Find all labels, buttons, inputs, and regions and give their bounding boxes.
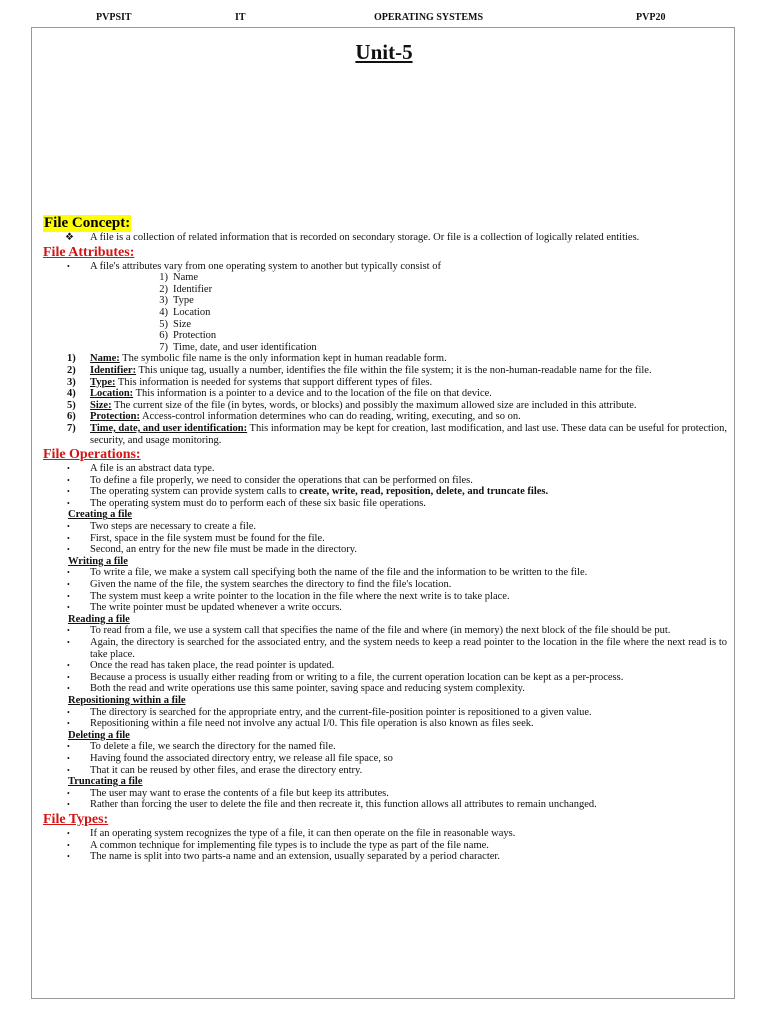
list-item — [43, 591, 727, 603]
file-operations-heading: File Operations: — [43, 447, 141, 463]
list-item — [43, 625, 727, 637]
attribute-name: Identifier — [173, 283, 213, 295]
bullet-icon: • — [67, 545, 70, 555]
list-item-text: Repositioning within a file need not involve any actual I/0. This file operation is also known as files seek. — [90, 718, 534, 730]
list-item-text: The directory is searched for the appropriate entry, and the current-file-position pointer is repositioned to a given value. — [90, 706, 592, 718]
attribute-term: Name: — [90, 353, 120, 365]
syscall-prefix: The operating system can provide system calls to — [90, 486, 300, 498]
attribute-number: 6) — [159, 330, 168, 342]
list-item — [43, 707, 727, 719]
attributes-intro — [43, 261, 727, 273]
bullet-icon: • — [67, 591, 70, 601]
attribute-term: Size: — [90, 399, 112, 411]
list-item-text: A common technique for implementing file types is to include the type as part of the file name. — [90, 839, 489, 851]
bullet-icon: • — [67, 603, 70, 613]
list-item — [43, 672, 727, 684]
attribute-number: 5) — [159, 318, 168, 330]
list-item-text: Having found the associated directory entry, we release all file space, so — [90, 752, 393, 764]
list-item — [43, 718, 727, 730]
bullet-icon: • — [67, 707, 70, 717]
attribute-description: This information may be kept for creation, last modification, and last use. These data can be useful for protection, security, and usage monitoring. — [90, 422, 727, 446]
bullet-icon: • — [67, 765, 70, 775]
list-item — [43, 637, 727, 660]
subsection-title: Reading a file — [68, 613, 130, 625]
attribute-detail-number: 2) — [67, 364, 76, 376]
attribute-detail — [43, 400, 727, 412]
attribute-list-item — [43, 319, 727, 331]
list-item-text: The user may want to erase the contents of a file but keep its attributes. — [90, 787, 389, 799]
file-concept-text: A file is a collection of related information that is recorded on secondary storage. Or file is a collection of logically related entities. — [90, 232, 640, 243]
file-attributes-heading: File Attributes: — [43, 244, 135, 260]
attribute-term: Type: — [90, 376, 116, 388]
header-subject: OPERATING SYSTEMS — [374, 12, 484, 23]
attribute-description: The symbolic file name is the only information kept in human readable form. — [119, 353, 447, 365]
attribute-description: This information is a pointer to a device and to the location of the file on that device. — [133, 388, 492, 400]
list-item-text: That it can be reused by other files, and erase the directory entry. — [90, 764, 363, 776]
attribute-list-item — [43, 272, 727, 284]
bullet-icon: • — [67, 788, 70, 798]
bullet-icon: • — [67, 580, 70, 590]
list-item-text: Once the read has taken place, the read pointer is updated. — [90, 660, 335, 672]
list-item — [43, 533, 727, 545]
list-item — [43, 741, 727, 753]
attribute-description: Access-control information determines who can do reading, writing, executing, and so on. — [139, 411, 521, 423]
list-item-text: Given the name of the file, the system searches the directory to find the file's location. — [90, 579, 452, 591]
attribute-name: Location — [173, 306, 211, 318]
file-types-list — [43, 828, 727, 863]
list-item-text: Two steps are necessary to create a file. — [90, 521, 257, 533]
attribute-detail — [43, 353, 727, 365]
attribute-detail — [43, 365, 727, 377]
file-concept-heading-text: File Concept: — [44, 215, 131, 231]
list-item-text: The name is split into two parts-a name and an extension, usually separated by a period character. — [90, 851, 500, 863]
bullet-icon: • — [67, 487, 70, 497]
bullet-icon: • — [67, 800, 70, 810]
subsection-title: Truncating a file — [68, 776, 143, 788]
attribute-term: Location: — [90, 388, 134, 400]
bullet-icon: • — [67, 852, 70, 862]
list-item-text: To write a file, we make a system call specifying both the name of the file and the information to be written to the file. — [90, 567, 588, 579]
bullet-icon: • — [67, 638, 70, 647]
attribute-list-item — [43, 342, 727, 354]
list-item-text: Because a process is usually either reading from or writing to a file, the current operation location can be kept as a per-process. — [90, 671, 624, 683]
operation-subsections — [43, 509, 727, 810]
attribute-name: Protection — [173, 330, 217, 342]
attribute-term: Time, date, and user identification: — [90, 422, 248, 434]
attribute-detail — [43, 388, 727, 400]
attribute-number: 3) — [159, 295, 168, 307]
attribute-list-item — [43, 330, 727, 342]
list-item — [43, 851, 727, 863]
attribute-description: The current size of the file (in bytes, words, or blocks) and possibly the maximum allowed size are included in this attribute. — [111, 399, 637, 411]
attributes-intro-text: A file's attributes vary from one operating system to another but typically consist of — [90, 260, 441, 272]
attribute-number: 7) — [159, 341, 168, 353]
list-item — [43, 579, 727, 591]
diamond-bullet-icon: ❖ — [65, 232, 74, 243]
list-item-text: To define a file properly, we need to consider the operations that can be performed on files. — [90, 474, 473, 486]
bullet-icon: • — [67, 840, 70, 850]
bullet-icon: • — [67, 522, 70, 532]
list-item — [43, 463, 727, 475]
attribute-name: Time, date, and user identification — [173, 341, 317, 353]
attribute-number: 2) — [159, 283, 168, 295]
list-item — [43, 840, 727, 852]
bullet-icon: • — [67, 742, 70, 752]
header-code: PVP20 — [636, 12, 666, 23]
list-item — [43, 498, 727, 510]
list-item-text: Rather than forcing the user to delete the file and then recreate it, this function allows all attributes to remain unchanged. — [90, 799, 597, 811]
file-concept-paragraph — [43, 232, 727, 244]
bullet-icon: • — [67, 261, 70, 271]
attribute-detail — [43, 377, 727, 389]
header-college: PVPSIT — [96, 12, 132, 23]
unit-title: Unit-5 — [355, 40, 413, 64]
bullet-icon: • — [67, 464, 70, 474]
list-item — [43, 660, 727, 672]
list-item — [43, 486, 727, 498]
list-item — [43, 765, 727, 777]
list-item-text: A file is an abstract data type. — [90, 463, 215, 475]
list-item-text: To delete a file, we search the directory for the named file. — [90, 741, 336, 753]
attribute-list-item — [43, 307, 727, 319]
list-item — [43, 567, 727, 579]
list-item-text: Again, the directory is searched for the associated entry, and the system needs to keep a read pointer to the location in the file where the next read is to take place. — [90, 637, 727, 660]
attribute-list-item — [43, 295, 727, 307]
document-body — [43, 214, 727, 863]
syscall-ops: create, write, read, reposition, delete, and truncate files. — [299, 486, 549, 498]
bullet-icon: • — [67, 568, 70, 578]
header-dept: IT — [235, 12, 246, 23]
list-item-text: To read from a file, we use a system call that specifies the name of the file and where (in memory) the next block of the file should be put. — [90, 625, 671, 637]
bullet-icon: • — [67, 661, 70, 671]
list-item — [43, 602, 727, 614]
list-item-text: The operating system must do to perform each of these six basic file operations. — [90, 497, 426, 509]
attribute-name: Type — [173, 295, 194, 307]
list-item-text: First, space in the file system must be found for the file. — [90, 532, 325, 544]
attribute-description: This unique tag, usually a number, identifies the file within the file system; it is the non-human-readable name for the file. — [136, 364, 652, 376]
subsection-title: Writing a file — [68, 555, 128, 567]
attribute-number: 4) — [159, 306, 168, 318]
list-item-text: If an operating system recognizes the type of a file, it can then operate on the file in reasonable ways. — [90, 827, 516, 839]
bullet-icon: • — [67, 626, 70, 636]
attribute-detail — [43, 423, 727, 446]
bullet-icon: • — [67, 753, 70, 763]
list-item-text: The system must keep a write pointer to the location in the file where the next write is to take place. — [90, 590, 510, 602]
subsection-title: Creating a file — [68, 509, 132, 521]
list-item — [43, 683, 727, 695]
attribute-detail-number: 1) — [67, 353, 76, 365]
list-item — [43, 788, 727, 800]
bullet-icon: • — [67, 684, 70, 694]
subsection-title: Deleting a file — [68, 729, 130, 741]
list-item-text: Second, an entry for the new file must be made in the directory. — [90, 544, 357, 556]
attribute-name: Name — [173, 272, 199, 284]
list-item — [43, 828, 727, 840]
list-item — [43, 475, 727, 487]
bullet-icon: • — [67, 672, 70, 682]
file-concept-heading — [43, 215, 727, 232]
file-types-heading: File Types: — [43, 811, 109, 827]
list-item — [43, 521, 727, 533]
attribute-detail — [43, 411, 727, 423]
attribute-detail-number: 5) — [67, 399, 76, 411]
list-item — [43, 799, 727, 811]
attribute-details — [43, 353, 727, 446]
list-item — [43, 753, 727, 765]
bullet-icon: • — [67, 498, 70, 508]
attribute-term: Protection: — [90, 411, 140, 423]
list-item-text: Both the read and write operations use this same pointer, saving space and reducing system complexity. — [90, 683, 525, 695]
list-item — [43, 544, 727, 556]
bullet-icon: • — [67, 828, 70, 838]
attribute-number: 1) — [159, 272, 168, 284]
subsection-title: Repositioning within a file — [68, 694, 186, 706]
bullet-icon: • — [67, 475, 70, 485]
attribute-detail-number: 4) — [67, 388, 76, 400]
attribute-detail-number: 7) — [67, 422, 76, 434]
attribute-name: Size — [173, 318, 192, 330]
attribute-detail-number: 6) — [67, 411, 76, 423]
attribute-term: Identifier: — [90, 364, 137, 376]
bullet-icon: • — [67, 533, 70, 543]
attribute-description: This information is needed for systems that support different types of files. — [115, 376, 433, 388]
list-item-text: The write pointer must be updated whenever a write occurs. — [90, 602, 342, 614]
attribute-list — [43, 272, 727, 353]
attribute-list-item — [43, 284, 727, 296]
bullet-icon: • — [67, 719, 70, 729]
attribute-detail-number: 3) — [67, 376, 76, 388]
